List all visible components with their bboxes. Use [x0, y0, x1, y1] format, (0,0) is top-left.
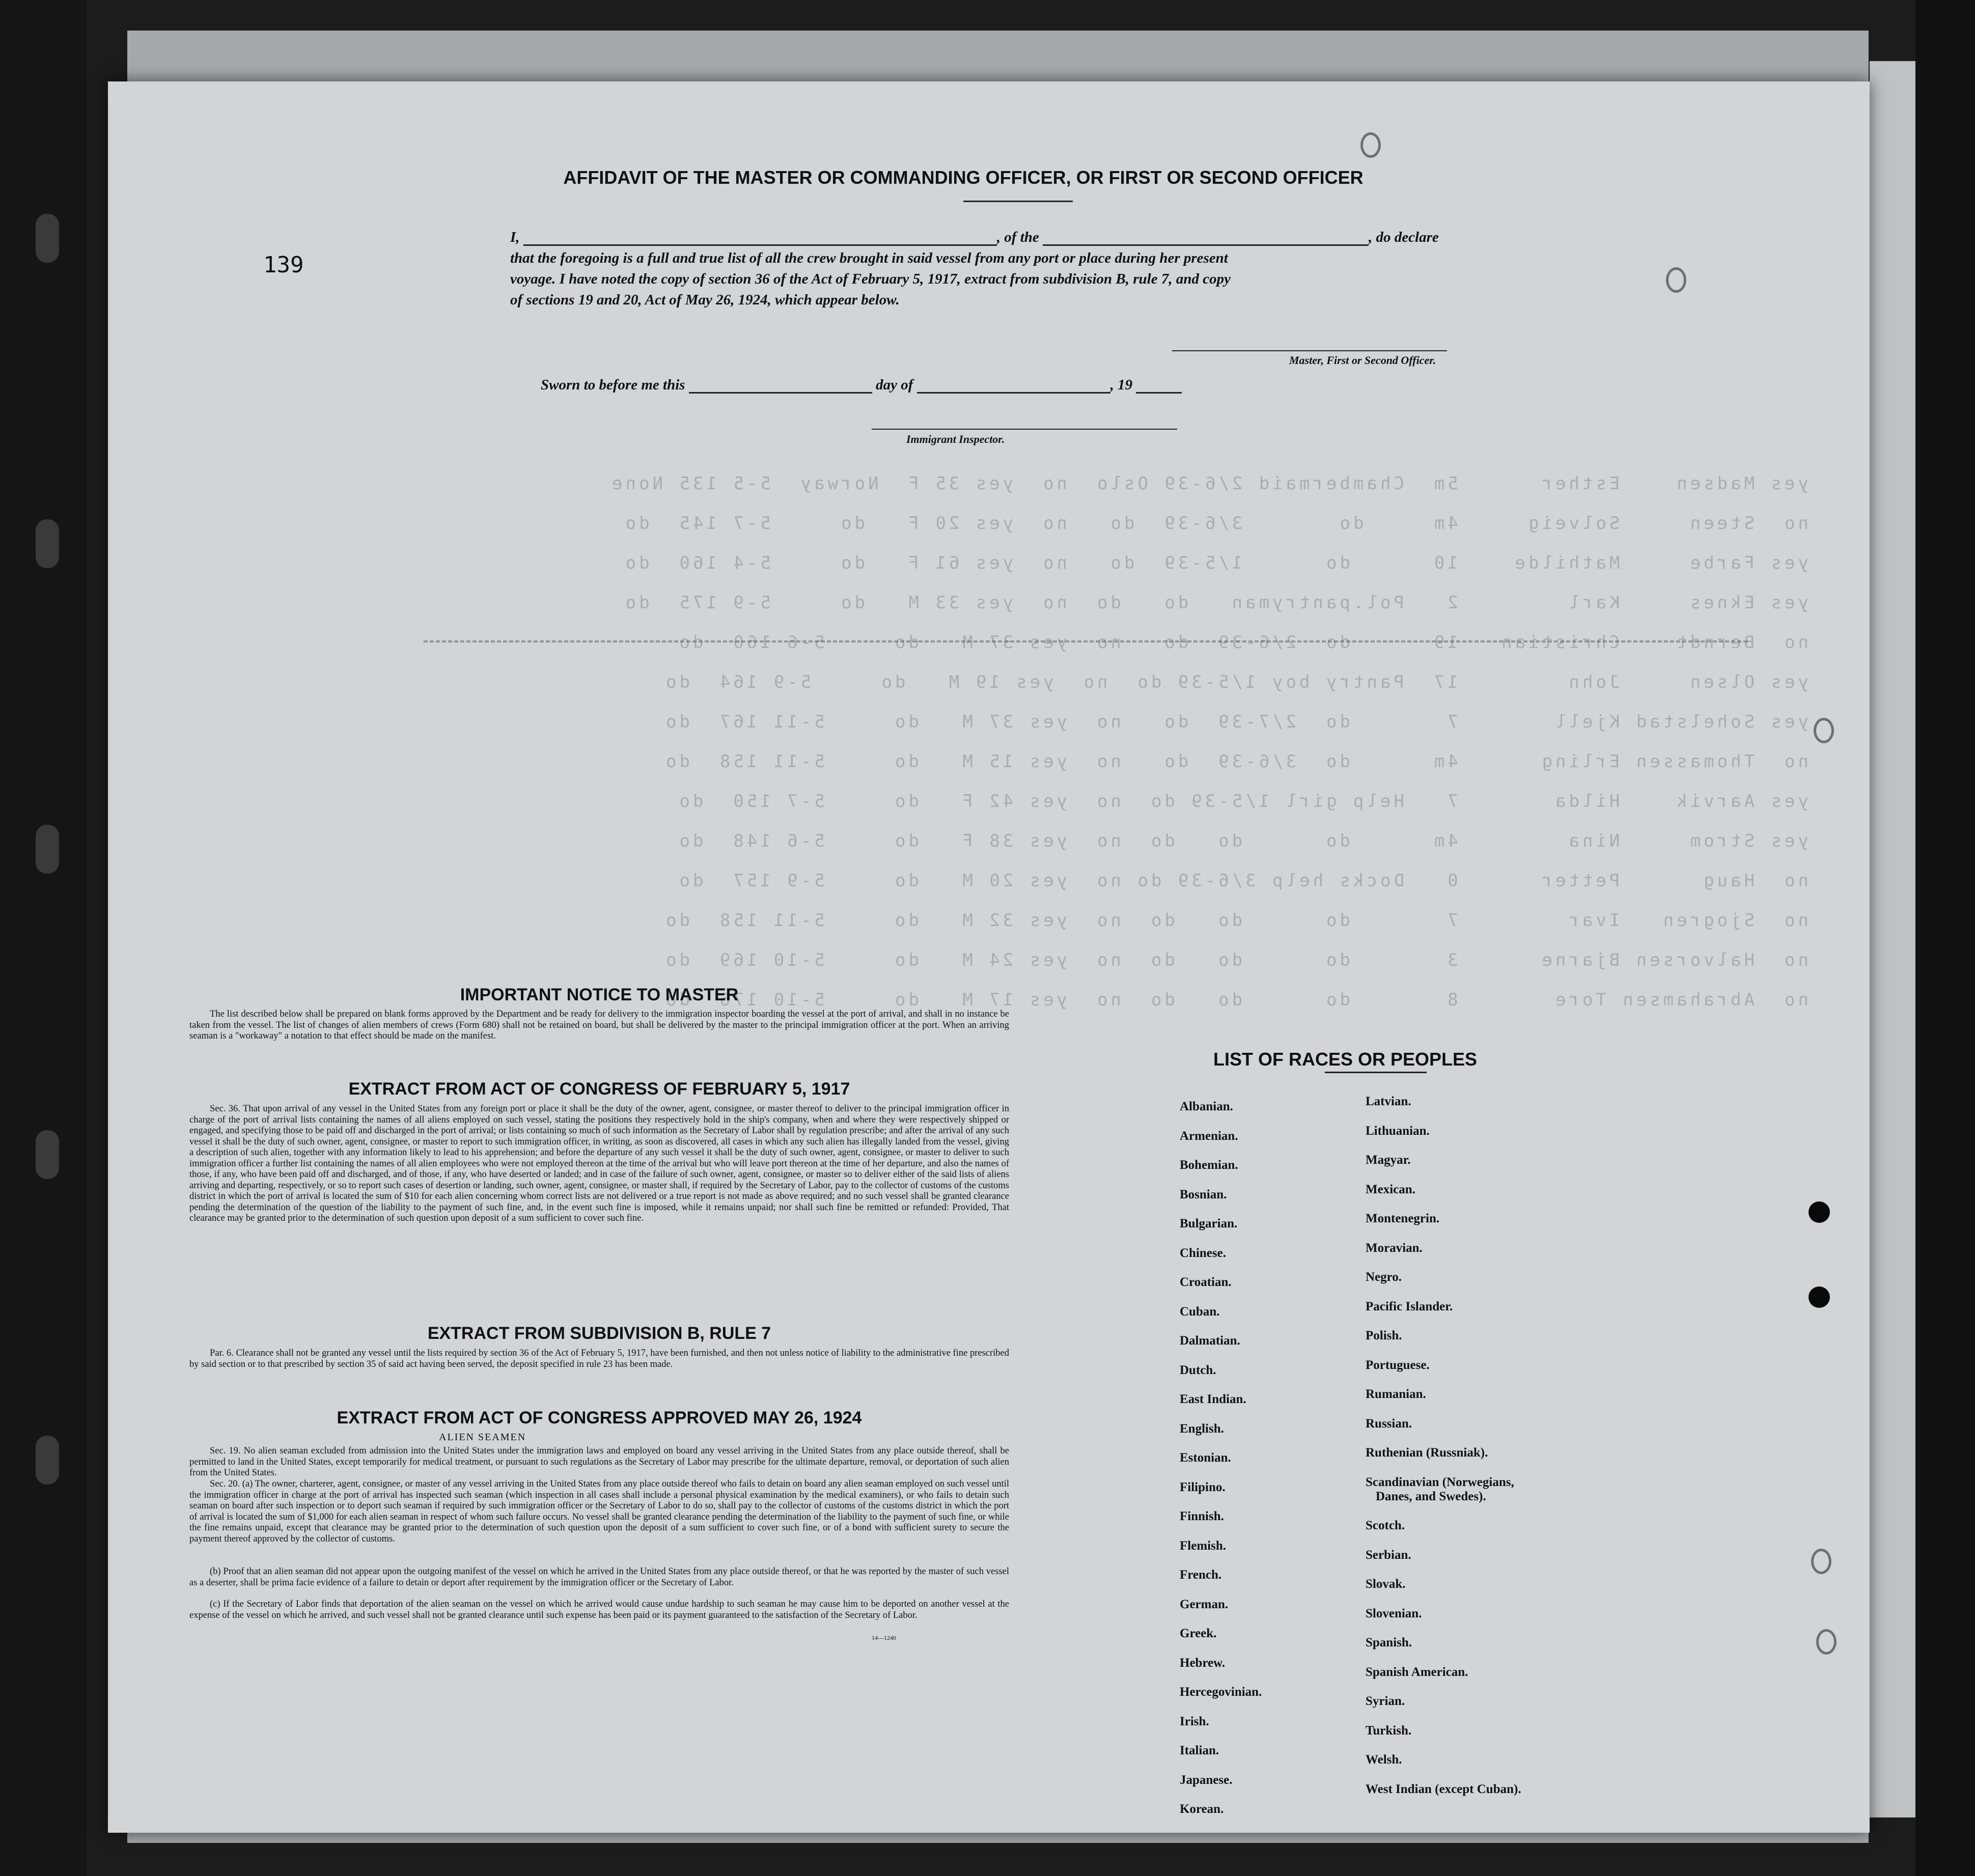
race-item: Scandinavian (Norwegians,	[1366, 1475, 1514, 1489]
binder-hole	[36, 519, 59, 568]
name-blank[interactable]	[523, 230, 997, 246]
race-item: French.	[1180, 1568, 1222, 1582]
extract-1917-title: EXTRACT FROM ACT OF CONGRESS OF FEBRUARY 5, 1917	[348, 1079, 850, 1099]
document-page	[108, 81, 1870, 1833]
vessel-blank[interactable]	[1043, 230, 1369, 246]
title-rule	[963, 201, 1073, 202]
affidavit-title: AFFIDAVIT OF THE MASTER OR COMMANDING OFFICER, OR FIRST OR SECOND OFFICER	[563, 167, 1364, 188]
race-item: Russian.	[1366, 1416, 1412, 1431]
extract-1924-subtitle: ALIEN SEAMEN	[439, 1432, 526, 1443]
inspector-signature-line[interactable]	[872, 429, 1177, 430]
race-item: Syrian.	[1366, 1694, 1405, 1708]
race-item: Negro.	[1366, 1270, 1402, 1284]
race-item: Lithuanian.	[1366, 1124, 1430, 1138]
race-item: Latvian.	[1366, 1095, 1411, 1108]
binder-edge	[0, 0, 87, 1876]
affidavit-line-1: I, , of the , do declare	[510, 229, 1439, 245]
race-item: Ruthenian (Russniak).	[1366, 1446, 1488, 1460]
race-item: Bosnian.	[1180, 1187, 1227, 1201]
sworn-line: Sworn to before me this day of , 19	[541, 377, 1182, 394]
notice-text: The list described below shall be prepared on blank forms approved by the Department and be ready for delivery to the immigration inspector boarding the vessel at the port of arrival, and shall in no instance be taken from the vessel. The list of changes of alien members of crews (Form 680) shall not be retained on board, but shall be delivered by the master to the principal immigration officer at the port. When an arriving seaman is a "workaway" a notation to that effect should be made on the manifest.	[189, 1009, 1009, 1041]
race-item: Portuguese.	[1366, 1358, 1430, 1372]
race-item: Welsh.	[1366, 1753, 1402, 1767]
punch-hole	[1809, 1201, 1830, 1223]
rule7-title: EXTRACT FROM SUBDIVISION B, RULE 7	[427, 1324, 771, 1343]
bleed-row: yes Aarvik Hilda 7 Help girl 1/5-39 do no yes 42 F do 5-7 150 do	[676, 791, 1809, 811]
sworn-year-blank[interactable]	[1136, 378, 1182, 394]
bleed-row: yes Olsen John 17 Pantry boy 1/5-39 do no yes 19 M do 5-9 164 do	[663, 672, 1809, 692]
signature-line[interactable]	[1172, 350, 1447, 351]
sworn-day-blank[interactable]	[689, 378, 872, 394]
race-item: Estonian.	[1180, 1451, 1231, 1465]
extract-1924-sec20a: Sec. 20. (a) The owner, charterer, agent, consignee, or master of any vessel arriving in the United States from any place outside thereof who fails to detain on board any alien seaman employed on such vessel until the immigration officer in charge at the port of arrival has inspected such seaman (which inspection in all cases shall include a personal physical examination by the medical examiners), or who fails to detain such seaman on board after such inspection or to deport such seaman if required by such immigration officer or the Secretary of Labor to do so, shall pay to the collector of customs of the customs district in which the port of arrival is located the sum of $1,000 for each alien seaman in respect of whom such failure occurs. No vessel shall be granted clearance pending the determination of the liability to the payment of such fine, or while the fine remains unpaid, except that clearance may be granted prior to the determination of such question upon the deposit of a sum sufficient to cover such fine, or of a bond with sufficient surety to secure the payment thereof approved by the collector of customs.	[189, 1479, 1009, 1544]
inspector-label: Immigrant Inspector.	[906, 433, 1005, 445]
race-item: Flemish.	[1180, 1538, 1226, 1553]
race-item: English.	[1180, 1421, 1224, 1436]
bleed-row: yes Madsen Esther 5m Chambermaid 2/6-39 Oslo no yes 35 F Norway 5-5 135 None	[609, 473, 1809, 494]
race-item: Armenian.	[1180, 1129, 1238, 1143]
race-item: West Indian (except Cuban).	[1366, 1782, 1521, 1796]
punch-hole	[1809, 1286, 1830, 1308]
races-title-rule	[1325, 1072, 1427, 1073]
race-item: Magyar.	[1366, 1153, 1411, 1167]
bleed-row: yes Sohelstad Kjell 7 do 2/7-39 do no yes 37 M do 5-11 167 do	[663, 712, 1809, 732]
signature-label: Master, First or Second Officer.	[1289, 354, 1436, 367]
page-edge	[1870, 61, 1915, 1817]
ring-mark	[1811, 1549, 1831, 1574]
ring-mark	[1816, 1629, 1837, 1655]
race-item: Korean.	[1180, 1802, 1224, 1816]
bleed-row: no Halvorsen Bjarne 3 do do do no yes 24 M do 5-10 169 do	[663, 950, 1809, 970]
notice-title: IMPORTANT NOTICE TO MASTER	[460, 985, 739, 1004]
sworn-month-blank[interactable]	[917, 378, 1110, 394]
race-item: Greek.	[1180, 1627, 1217, 1640]
bleed-row: no Haug Petter 0 Docks help 3/6-39 do no yes 20 M do 5-9 157 do	[676, 871, 1809, 891]
race-item: Scotch.	[1366, 1519, 1405, 1532]
race-item: Dutch.	[1180, 1363, 1216, 1377]
race-item: Chinese.	[1180, 1246, 1226, 1260]
race-item: Slovak.	[1366, 1577, 1406, 1591]
extract-1917-text: Sec. 36. That upon arrival of any vessel in the United States from any foreign port or place it shall be the duty of the owner, agent, consignee, or master thereof to deliver to the principal immigration officer in charge of the port of arrival lists containing the names of all aliens employed on such vessel, stating the positions they respectively hold in the ship's company, when and where they were respectively shipped or engaged, and specifying those to be paid off and discharged in the port of arrival; or lists containing so much of such information as the Secretary of Labor shall by regulation prescribe; and after the arrival of any such vessel it shall be the duty of such owner, agent, consignee, or master to report to such immigration officer, in writing, as soon as discovered, all cases in which any such alien has illegally landed from the vessel, giving a description of such alien, together with any information likely to lead to his apprehension; and before the departure of any such vessel it shall be the duty of such owner, agent, consignee, or master to deliver to such immigration officer a further list containing the names of all alien employees who were not employed thereon at the time of the arrival but who will leave port thereon at the time of her departure, and also the names of those, if any, who have been paid off and discharged, and of those, if any, who have deserted or landed; and in case of the failure of such owner, agent, consignee, or master so to deliver either of the said lists of aliens arriving and departing, respectively, or so to report such cases of desertion or landing, such owner, agent, consignee, or master shall, if required by the Secretary of Labor, pay to the collector of customs of the customs district in which the port of arrival is located the sum of $10 for each alien concerning whom correct lists are not delivered or a true report is not made as above required; and no such vessel shall be granted clearance pending the determination of the question of the liability to the payment of such fine, and, in the event such fine is imposed, while it remains unpaid; nor shall such fine be remitted or refunded: Provided, That clearance may be granted prior to the determination of such question upon deposit of a sum sufficient to cover such fine.	[189, 1104, 1009, 1223]
affidavit-line-4: of sections 19 and 20, Act of May 26, 1924, which appear below.	[510, 292, 900, 308]
race-item: Spanish.	[1366, 1636, 1412, 1649]
rule7-text: Par. 6. Clearance shall not be granted any vessel until the lists required by section 36 of the Act of February 5, 1917, have been furnished, and then not unless notice of liability to the administrative fine prescribed by said section or to that prescribed by section 35 of said act having been served, the deposit specified in rule 23 has been made.	[189, 1348, 1009, 1369]
races-column-1	[1180, 1100, 1383, 1823]
dark-margin	[1915, 0, 1975, 1876]
page-number: 139	[263, 252, 304, 278]
strike-line	[424, 640, 1747, 642]
race-item: German.	[1180, 1597, 1229, 1611]
affidavit-line-2: that the foregoing is a full and true list of all the crew brought in said vessel from any port or place during her present	[510, 250, 1228, 266]
race-item: Pacific Islander.	[1366, 1299, 1453, 1313]
bleed-row: no Steen Solveig 4m do 3/6-39 do no yes 20 F do 5-7 145 do	[622, 513, 1809, 534]
bleed-row: no Abrahamsen Tore 8 do do do no yes 17 M do 5-10 176 do	[663, 990, 1809, 1010]
race-item: Spanish American.	[1366, 1665, 1468, 1679]
race-item: Finnish.	[1180, 1509, 1224, 1523]
bleed-row: yes Farbe Mathilde 10 do 1/5-39 do no yes 61 F do 5-4 160 do	[622, 553, 1809, 573]
bleed-row: yes Eknes Karl 2 Pol.pantryman do do no yes 33 M do 5-9 175 do	[622, 593, 1809, 613]
extract-1924-title: EXTRACT FROM ACT OF CONGRESS APPROVED MAY 26, 1924	[337, 1408, 862, 1427]
bleed-row: no Sjogren Ivar 7 do do do no yes 32 M do 5-11 158 do	[663, 910, 1809, 931]
binder-hole	[36, 214, 59, 263]
race-item: Dalmatian.	[1180, 1334, 1240, 1348]
bleed-row: no Thomassen Erling 4m do 3/6-39 do no yes 15 M do 5-11 158 do	[663, 751, 1809, 772]
race-item: Slovenian.	[1366, 1606, 1422, 1620]
extract-1924-sec20b: (b) Proof that an alien seaman did not appear upon the outgoing manifest of the vessel on which he arrived in the United States from any place outside thereof, or that he was reported by the master of such vessel as a deserter, shall be prima facie evidence of a failure to detain or deport after requirement by the immigration officer or the Secretary of Labor.	[189, 1566, 1009, 1588]
race-item: Albanian.	[1180, 1100, 1233, 1113]
race-item: Bulgarian.	[1180, 1217, 1238, 1230]
race-item: Filipino.	[1180, 1480, 1226, 1494]
binder-hole	[36, 1436, 59, 1485]
race-item: Mexican.	[1366, 1182, 1415, 1196]
races-title: LIST OF RACES OR PEOPLES	[1213, 1049, 1478, 1070]
race-item: Cuban.	[1180, 1304, 1220, 1319]
bleed-row: no Berndt Christian 19 do 2/6-39 do no yes 37 M do 5-6 160 do	[676, 632, 1809, 653]
race-item: Irish.	[1180, 1714, 1209, 1728]
ring-mark	[1814, 718, 1834, 743]
race-item: East Indian.	[1180, 1392, 1246, 1406]
binder-hole	[36, 1130, 59, 1179]
race-item: Hebrew.	[1180, 1656, 1226, 1670]
race-item: Rumanian.	[1366, 1387, 1426, 1401]
binder-hole	[36, 825, 59, 874]
races-column-2	[1366, 1095, 1722, 1817]
extract-1924-sec20c: (c) If the Secretary of Labor finds that deportation of the alien seaman on the vessel on which he arrived would cause undue hardship to such seaman he may cause him to be deported on another vessel at the expense of the vessel on which he arrived, and such vessel shall not be granted clearance until such expense has been paid or its payment guaranteed to the satisfaction of the Secretary of Labor.	[189, 1599, 1009, 1620]
race-item: Croatian.	[1180, 1275, 1232, 1289]
race-item: Bohemian.	[1180, 1158, 1238, 1172]
race-item: Turkish.	[1366, 1723, 1412, 1738]
ring-mark	[1666, 267, 1686, 293]
ring-mark	[1360, 132, 1381, 158]
race-item: Polish.	[1366, 1329, 1402, 1342]
race-item: Japanese.	[1180, 1773, 1233, 1787]
race-item: Montenegrin.	[1366, 1212, 1440, 1225]
race-item: Hercegovinian.	[1180, 1685, 1262, 1699]
bleed-row: yes Strom Nina 4m do do do no yes 38 F do 5-6 148 do	[676, 831, 1809, 851]
form-code: 14—1240	[872, 1634, 896, 1641]
race-item: Moravian.	[1366, 1241, 1423, 1255]
race-item: Danes, and Swedes).	[1376, 1489, 1486, 1503]
race-item: Serbian.	[1366, 1548, 1411, 1562]
extract-1924-sec19: Sec. 19. No alien seaman excluded from admission into the United States under the immigration laws and employed on board any vessel arriving in the United States from any place outside thereof, shall be permitted to land in the United States, except temporarily for medical treatment, or pursuant to such regulations as the Secretary of Labor may prescribe for the ultimate departure, removal, or deportation of such alien from the United States.	[189, 1446, 1009, 1478]
affidavit-line-3: voyage. I have noted the copy of section 36 of the Act of February 5, 1917, extract from subdivision B, rule 7, and copy	[510, 271, 1231, 287]
race-item: Italian.	[1180, 1744, 1219, 1757]
